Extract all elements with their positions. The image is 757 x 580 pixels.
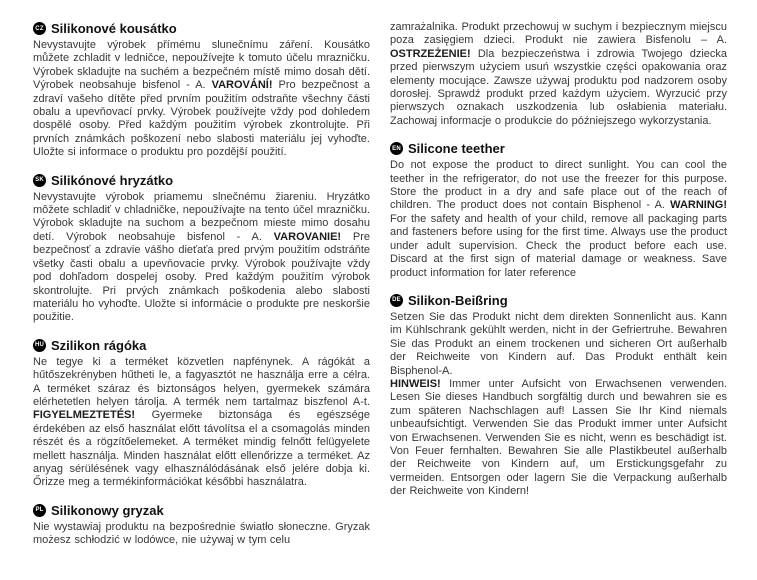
section-de xyxy=(390,293,727,499)
warning-bold-text: FIGYELMEZTETÉS! xyxy=(33,409,136,422)
section-en xyxy=(390,141,727,280)
right-column xyxy=(390,21,727,499)
section-header xyxy=(33,21,370,36)
text-run: Nie wystawiaj produktu na bezpośrednie światło słoneczne. Gryzak możesz schłodzić w lodówce, nie używaj w tym celu xyxy=(33,520,370,547)
paragraph-text xyxy=(390,378,727,499)
text-run: Pro bezpečnost a zdraví vašeho dítěte před prvním použitím odstraňte všechny části obalu a upevňovací prvky. Výrobek používejte vždy pod dohledem dospělé osoby. Před každým použitím výrobek zkontrolujte. Při prvních známkách poškození nebo slabosti materiálu jej vyhoďte. Uložte si informace o produktu pro pozdější použití. xyxy=(33,79,370,159)
warning-bold-text: VAROVÁNÍ! xyxy=(211,79,273,92)
section-title: Silikonowy gryzak xyxy=(51,502,164,518)
section-title: Szilikon rágóka xyxy=(51,337,147,353)
section-header xyxy=(33,173,370,188)
warning-bold-text: WARNING! xyxy=(670,199,727,212)
text-run: Do not expose the product to direct sunlight. You can cool the teether in the refrigerator, do not use the freezer for this purpose. Store the product in a dry and safe place out of the reach of children. The product does not contain Bisphenol - A. xyxy=(390,159,727,212)
language-badge-hu: HU xyxy=(33,339,46,352)
section-header xyxy=(33,503,370,518)
warning-bold-text: OSTRZEŻENIE! xyxy=(390,47,471,60)
text-run: zamrażalnika. Produkt przechowuj w suchym i bezpiecznym miejscu poza zasięgiem dzieci. Produkt nie zawiera Bisfenolu – A. xyxy=(390,21,727,47)
paragraph-text xyxy=(33,191,370,325)
section-header xyxy=(33,338,370,353)
language-badge-en: EN xyxy=(390,142,403,155)
section-sk xyxy=(33,173,370,325)
text-run: Dla bezpieczeństwa i zdrowia Twojego dziecka przed pierwszym użyciem usuń wszystkie części opakowania oraz elementy mocujące. Zawsze używaj produktu pod nadzorem osoby dorosłej. Sprawdź produkt przed każdym użyciem. Wyrzucić przy pierwszych oznakach uszkodzenia lub osłabienia materiału. Zachowaj informacje o produkcie do późniejszego wykorzystania. xyxy=(390,47,727,127)
paragraph-text xyxy=(390,311,727,378)
section-title: Silikónové hryzátko xyxy=(51,172,174,188)
text-run: For the safety and health of your child, remove all packaging parts and fasteners before using for the first time. Always use the product under adult supervision. Check the product before each use. Discard at the first sign of material damage or weakness. Save product information for later reference xyxy=(390,212,727,279)
section-header xyxy=(390,141,727,156)
left-column xyxy=(33,21,370,548)
warning-bold-text: VAROVANIE! xyxy=(273,230,342,243)
section-title: Silicone teether xyxy=(408,141,505,157)
section-hu xyxy=(33,338,370,490)
paragraph-text xyxy=(33,521,370,548)
text-run: Pre bezpečnosť a zdravie vášho dieťaťa pred prvým použitím odstráňte všetky časti obalu a upevňovacie prvky. Výrobok používajte vždy pod dohľadom dospelej osoby. Pred každým použitím výrobok skontrolujte. Pri prvých známkach poškodenia alebo slabosti materiálu ho vyhoďte. Uložte si informácie o produkte pre neskoršie použitie. xyxy=(33,230,370,324)
language-badge-cz: CZ xyxy=(33,22,46,35)
section-header xyxy=(390,293,727,308)
text-run: Gyermeke biztonsága és egészsége érdekében az első használat előtt távolítsa el a csomagolás minden részét és a rögzítőelemeket. A terméket mindig felnőtt felügyelete mellett használja. Minden használat előtt ellenőrizze a terméket. Az anyag sérülésének vagy elhasználódásának első jelére dobja ki. Őrizze meg a termékinformációkat későbbi használatra. xyxy=(33,409,370,489)
warning-bold-text: HINWEIS! xyxy=(390,377,441,390)
language-badge-de: DE xyxy=(390,294,403,307)
paragraph-text xyxy=(33,356,370,490)
text-run: Immer unter Aufsicht von Erwachsenen verwenden. Lesen Sie dieses Handbuch sorgfältig durch und bewahren sie es zum späteren Nachschlagen auf! Lassen Sie Ihr Kind niemals unbeaufsichtigt. Verwenden Sie das Produkt immer unter Aufsicht von Erwachsenen. Verwenden Sie es nicht, wenn es beschädigt ist. Von Feuer fernhalten. Bewahren Sie alle Plastikbeutel außerhalb der Reichweite von Kindern auf, um Erstickungsgefahr zu vermeiden. Entsorgen oder lagern Sie die Verpackung außerhalb der Reichweite von Kindern! xyxy=(390,377,727,498)
language-badge-sk: SK xyxy=(33,174,46,187)
text-run: Nevystavujte výrobek přímému slunečnímu záření. Kousátko můžete zchladit v ledničce, nepoužívejte k tomuto účelu mrazničku. Výrobek skladujte na suchém a bezpečném místě mimo dosah dětí. Výrobek neobsahuje bisfenol - A. xyxy=(33,39,370,92)
paragraph-text xyxy=(390,21,727,128)
text-run: Ne tegye ki a terméket közvetlen napfénynek. A rágókát a hűtőszekrényben hűtheti le, a fagyasztót ne használja erre a célra. A terméket száraz és biztonságos helyen, gyermekek számára elérhetetlen helyen tárolja. A termék nem tartalmaz biszfenol A-t. xyxy=(33,355,370,408)
paragraph-text xyxy=(390,159,727,280)
language-badge-pl: PL xyxy=(33,504,46,517)
section-cz xyxy=(33,21,370,160)
section-pl xyxy=(33,503,370,548)
text-run: Setzen Sie das Produkt nicht dem direkten Sonnenlicht aus. Kann im Kühlschrank gekühlt werden, nicht in der Gefriertruhe. Bewahren Sie das Produkt an einem trockenen und sicheren Ort außerhalb der Reichweite von Kindern auf. Das Produkt enthält kein Bisphenol-A. xyxy=(390,310,727,377)
text-run: Nevystavujte výrobok priamemu slnečnému žiareniu. Hryzátko môžete schladiť v chladničke, nepoužívajte na tento účel mrazničku. Výrobok skladujte na suchom a bezpečnom mieste mimo dosahu detí. Výrobok neobsahuje bisfenol - A. xyxy=(33,190,370,243)
section-pl-continuation xyxy=(390,21,727,128)
paragraph-text xyxy=(33,39,370,160)
section-title: Silikonové kousátko xyxy=(51,21,177,36)
section-title: Silikon-Beißring xyxy=(408,292,508,308)
